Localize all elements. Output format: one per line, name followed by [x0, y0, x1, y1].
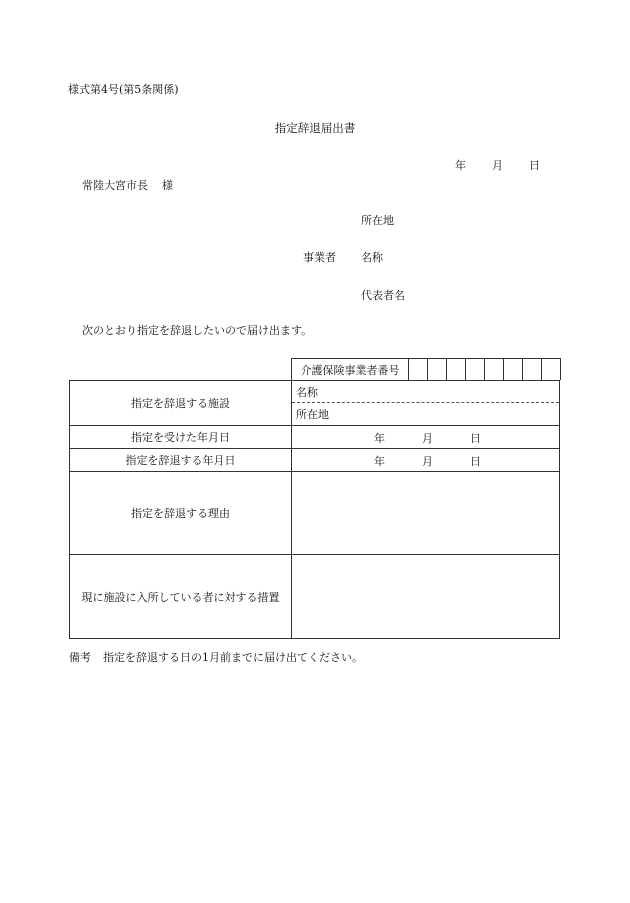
date-month-label: 月 [492, 159, 503, 172]
facility-cell [292, 381, 560, 426]
form-number: 様式第4号(第5条関係) [68, 83, 179, 96]
remarks [69, 649, 363, 665]
reason-field[interactable] [292, 472, 560, 555]
date-day-label: 日 [529, 159, 540, 172]
facility-address-label: 所在地 [296, 408, 329, 421]
applicant-address-label: 所在地 [361, 214, 394, 227]
insurer-number-digit[interactable] [504, 359, 523, 380]
designated-date-label: 指定を受けた年月日 [70, 426, 292, 449]
table-row [70, 472, 560, 555]
reason-label: 指定を辞退する理由 [70, 472, 292, 555]
facility-address-field[interactable] [292, 403, 559, 425]
insurer-number-digit[interactable] [542, 359, 560, 380]
table-row [70, 449, 560, 472]
designated-date-field[interactable] [292, 426, 560, 449]
designated-year-label: 年 [374, 432, 385, 445]
applicant-representative-label: 代表者名 [361, 289, 405, 302]
insurer-number-digit[interactable] [485, 359, 504, 380]
withdraw-month-label: 月 [422, 455, 433, 468]
insurer-number-digit[interactable] [466, 359, 485, 380]
withdraw-day-label: 日 [470, 455, 481, 468]
designated-day-label: 日 [470, 432, 481, 445]
remarks-text: 指定を辞退する日の1月前までに届け出てください。 [103, 651, 363, 664]
remarks-label: 備考 [69, 651, 91, 664]
insurer-number-box [291, 358, 561, 380]
addressee-honorific: 様 [162, 179, 173, 192]
table-row [70, 381, 560, 426]
table-row [70, 555, 560, 639]
insurer-number-label: 介護保険事業者番号 [292, 359, 409, 380]
applicant-name-label: 名称 [361, 251, 383, 264]
insurer-number-digit[interactable] [447, 359, 466, 380]
intro-text: 次のとおり指定を辞退したいので届け出ます。 [82, 324, 313, 337]
submission-date [455, 157, 540, 173]
facility-label: 指定を辞退する施設 [70, 381, 292, 426]
applicant-label: 事業者 [303, 251, 336, 264]
date-year-label: 年 [455, 159, 466, 172]
designated-month-label: 月 [422, 432, 433, 445]
document-title: 指定辞退届出書 [274, 121, 356, 135]
facility-name-label: 名称 [296, 385, 318, 399]
addressee-name: 常陸大宮市長 [82, 179, 148, 192]
withdraw-date-label: 指定を辞退する年月日 [70, 449, 292, 472]
insurer-number-digit[interactable] [409, 359, 428, 380]
table-row [70, 426, 560, 449]
withdraw-date-field[interactable] [292, 449, 560, 472]
withdrawal-form-table [69, 380, 560, 639]
facility-name-field[interactable] [292, 381, 559, 403]
insurer-number-digit[interactable] [428, 359, 447, 380]
addressee [82, 177, 173, 193]
withdraw-year-label: 年 [374, 455, 385, 468]
insurer-number-digit[interactable] [523, 359, 542, 380]
measures-field[interactable] [292, 555, 560, 639]
measures-label: 現に施設に入所している者に対する措置 [70, 555, 292, 639]
